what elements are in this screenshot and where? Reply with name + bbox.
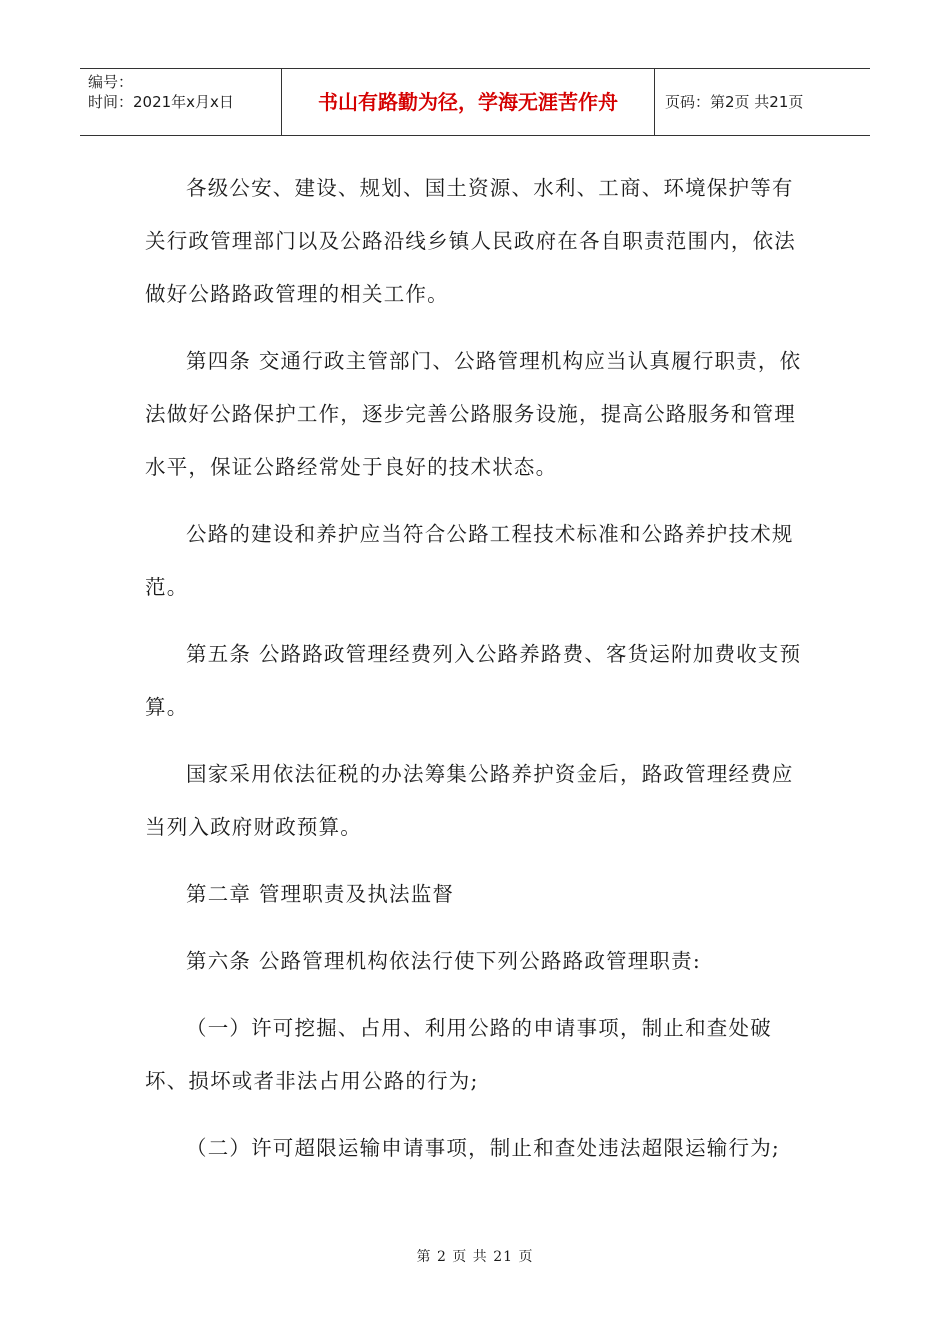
header-motto: 书山有路勤为径，学海无涯苦作舟	[282, 69, 655, 135]
article-4: 第四条 交通行政主管部门、公路管理机构应当认真履行职责，依法做好公路保护工作，逐步完善公路服务设施，提高公路服务和管理水平，保证公路经常处于良好的技术状态。	[145, 349, 802, 479]
paragraph: 各级公安、建设、规划、国土资源、水利、工商、环境保护等有关行政管理部门以及公路沿线乡镇人民政府在各自职责范围内，依法做好公路路政管理的相关工作。	[145, 176, 796, 306]
article-5: 第五条 公路路政管理经费列入公路养路费、客货运附加费收支预算。	[145, 642, 802, 719]
document-header	[80, 68, 870, 136]
article-6: 第六条 公路管理机构依法行使下列公路路政管理职责:	[186, 949, 701, 973]
header-page-info: 页码：第2页 共21页	[665, 93, 804, 111]
chapter-heading: 第二章 管理职责及执法监督	[186, 882, 455, 906]
date-label: 时间：2021年x月x日	[88, 93, 234, 111]
paragraph: 公路的建设和养护应当符合公路工程技术标准和公路养护技术规范。	[145, 522, 794, 599]
page-footer: 第 2 页 共 21 页	[416, 1249, 534, 1265]
header-meta-cell	[80, 69, 282, 135]
paragraph: 国家采用依法征税的办法筹集公路养护资金后，路政管理经费应当列入政府财政预算。	[145, 762, 794, 839]
number-label: 编号：	[88, 73, 134, 91]
list-item: （一）许可挖掘、占用、利用公路的申请事项，制止和查处破坏、损坏或者非法占用公路的行为;	[145, 1016, 772, 1093]
list-item: （二）许可超限运输申请事项，制止和查处违法超限运输行为;	[186, 1136, 781, 1160]
document-body	[145, 162, 805, 1189]
